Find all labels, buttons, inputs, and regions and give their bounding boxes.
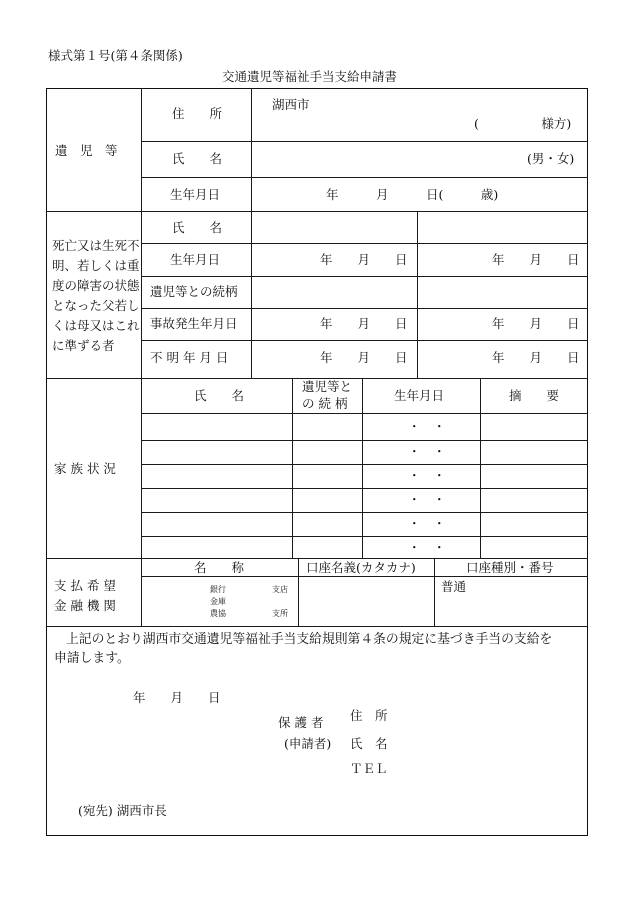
bank-col-account: 口座種別・番号 [466, 560, 554, 575]
bank-type-bank: 銀行 [210, 585, 226, 594]
col-line [141, 558, 142, 626]
address-sign[interactable]: 住 所 [350, 708, 388, 723]
dob-label: 生年月日 [170, 187, 221, 202]
tel-sign[interactable]: ＴＥＬ [350, 761, 388, 776]
section-label-child: 遺 児 等 [55, 143, 118, 158]
family-col-relation-2: の 続 柄 [302, 396, 348, 411]
missing-date-field-2[interactable]: 年 月 日 [492, 350, 580, 365]
family-row-dob[interactable]: ・ ・ [408, 540, 446, 555]
bank-branch2: 支所 [272, 609, 288, 618]
gender-field[interactable]: (男・女) [527, 151, 575, 166]
address-label: 住 所 [172, 106, 223, 121]
col-line [362, 378, 363, 558]
section-label-parent: 死亡又は生死不明、若しくは重度の障害の状態となった父若しくは母又はこれに準ずる者 [52, 238, 140, 353]
row-line [141, 512, 588, 513]
col-line [298, 558, 299, 626]
family-row-dob[interactable]: ・ ・ [408, 419, 446, 434]
family-row-dob[interactable]: ・ ・ [408, 492, 446, 507]
sep-family-bank [46, 558, 588, 559]
guardian-label: 保 護 者 [278, 715, 324, 730]
col-line [292, 378, 293, 558]
address-value[interactable]: 湖西市 [272, 97, 310, 112]
bank-col-holder: 口座名義(カタカナ) [306, 560, 416, 575]
bank-label-2: 金 融 機 関 [54, 598, 116, 613]
row-line [141, 308, 588, 309]
bank-branch: 支店 [272, 585, 288, 594]
name-sign[interactable]: 氏 名 [350, 736, 388, 751]
family-col-note: 摘 要 [509, 388, 560, 403]
bank-type-shinkin: 金庫 [210, 597, 226, 606]
col-line [417, 211, 418, 378]
col-line [480, 378, 481, 558]
section-label-family: 家 族 状 況 [54, 461, 116, 476]
name-label: 氏 名 [172, 151, 223, 166]
parent-dob-label: 生年月日 [170, 252, 221, 267]
col-line [434, 558, 435, 626]
declaration-date[interactable]: 年 月 日 [133, 690, 221, 705]
row-line [141, 177, 588, 178]
addressee: (宛先) 湖西市長 [78, 803, 167, 818]
parent-dob-field-2[interactable]: 年 月 日 [492, 252, 580, 267]
row-line [141, 413, 588, 414]
declaration-line-2: 申請します。 [54, 651, 130, 666]
relation-label: 遺児等との続柄 [150, 284, 238, 299]
family-row-dob[interactable]: ・ ・ [408, 444, 446, 459]
form-title: 交通遺児等福祉手当支給申請書 [222, 69, 398, 84]
row-line [141, 141, 588, 142]
bank-type-nokyo: 農協 [210, 609, 226, 618]
sep-bank-declaration [46, 626, 588, 627]
row-line [141, 440, 588, 441]
row-line [141, 340, 588, 341]
accident-date-label: 事故発生年月日 [150, 316, 238, 331]
row-line [141, 276, 588, 277]
family-col-dob: 生年月日 [394, 388, 445, 403]
col-line [251, 88, 252, 378]
row-line [141, 488, 588, 489]
col-line [141, 88, 142, 558]
parent-name-label: 氏 名 [172, 220, 223, 235]
row-line [141, 243, 588, 244]
parent-dob-field-1[interactable]: 年 月 日 [320, 252, 408, 267]
family-col-relation-1: 遺児等と [302, 379, 353, 394]
address-care-of[interactable]: ( 様方) [474, 116, 572, 131]
family-row-dob[interactable]: ・ ・ [408, 516, 446, 531]
row-line [141, 536, 588, 537]
applicant-label: (申請者) [284, 736, 332, 751]
accident-date-field-2[interactable]: 年 月 日 [492, 316, 580, 331]
family-row-dob[interactable]: ・ ・ [408, 468, 446, 483]
missing-date-label: 不 明 年 月 日 [150, 350, 229, 365]
row-line [141, 576, 588, 577]
row-line [141, 464, 588, 465]
missing-date-field-1[interactable]: 年 月 日 [320, 350, 408, 365]
dob-field[interactable]: 年 月 日( 歳) [326, 187, 499, 202]
family-col-name: 氏 名 [194, 388, 245, 403]
declaration-line-1: 上記のとおり湖西市交通遺児等福祉手当支給規則第４条の規定に基づき手当の支給を [66, 632, 553, 647]
accident-date-field-1[interactable]: 年 月 日 [320, 316, 408, 331]
sep-child-parent [46, 211, 588, 212]
account-type[interactable]: 普通 [441, 579, 467, 594]
bank-label-1: 支 払 希 望 [54, 578, 116, 593]
bank-col-name: 名 称 [194, 560, 245, 575]
form-number: 様式第１号(第４条関係) [48, 48, 183, 63]
